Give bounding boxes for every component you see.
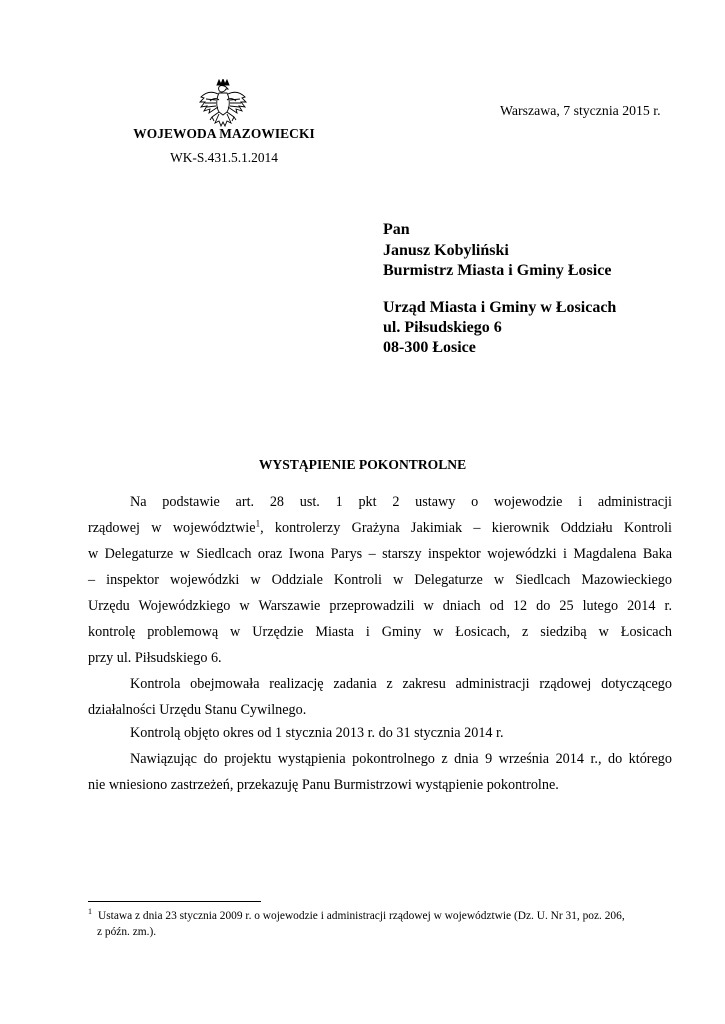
paragraph-1-line <box>88 518 672 538</box>
paragraph-1-text: rządowej w województwie <box>88 520 256 536</box>
footnote-line <box>88 908 625 924</box>
issuing-authority: WOJEWODA MAZOWIECKI <box>133 126 315 141</box>
paragraph-1-line: Na podstawie art. 28 ust. 1 pkt 2 ustawy o wojewodzie i administracji <box>130 494 672 510</box>
paragraph-4-line: Nawiązując do projektu wystąpienia pokontrolnego z dnia 9 września 2014 r., do którego <box>130 751 672 767</box>
paragraph-1-line: w Delegaturze w Siedlcach oraz Iwona Parys – starszy inspektor wojewódzki i Magdalena Baka <box>88 546 672 562</box>
document-title: WYSTĄPIENIE POKONTROLNE <box>258 457 467 472</box>
paragraph-2-line: działalności Urzędu Stanu Cywilnego. <box>88 702 307 718</box>
recipient-name: Janusz Kobyliński <box>383 242 509 259</box>
footnote-text: Ustawa z dnia 23 stycznia 2009 r. o wojewodzie i administracji rządowej w województwie (Dz. U. Nr 31, poz. 206, <box>98 910 625 922</box>
footnote-marker[interactable]: 1 <box>255 518 261 529</box>
paragraph-1-line: – inspektor wojewódzki w Oddziale Kontroli w Delegaturze w Siedlcach Mazowieckiego <box>88 572 672 588</box>
eagle-emblem-icon <box>198 79 248 131</box>
reference-number: WK-S.431.5.1.2014 <box>170 150 278 165</box>
paragraph-3: Kontrolą objęto okres od 1 stycznia 2013 r. do 31 stycznia 2014 r. <box>130 725 504 741</box>
recipient-office: Urząd Miasta i Gminy w Łosicach <box>383 299 617 316</box>
paragraph-2-line: Kontrola obejmowała realizację zadania z zakresu administracji rządowej dotyczącego <box>130 676 672 692</box>
paragraph-1-line: Urzędu Wojewódzkiego w Warszawie przeprowadzili w dniach od 12 do 25 lutego 2014 r. <box>88 598 672 614</box>
recipient-postal-code: 08-300 Łosice <box>383 339 476 356</box>
paragraph-4-line: nie wniesiono zastrzeżeń, przekazuję Panu Burmistrzowi wystąpienie pokontrolne. <box>88 777 559 793</box>
recipient-salutation: Pan <box>383 221 410 238</box>
recipient-street: ul. Piłsudskiego 6 <box>383 319 502 336</box>
recipient-position: Burmistrz Miasta i Gminy Łosice <box>383 262 612 279</box>
dateline: Warszawa, 7 stycznia 2015 r. <box>500 103 661 118</box>
paragraph-1-text: , kontrolerzy Grażyna Jakimiak – kierownik Oddziału Kontroli <box>260 520 672 536</box>
footnote-number: 1 <box>88 907 92 917</box>
paragraph-1-line: kontrolę problemową w Urzędzie Miasta i Gminy w Łosicach, z siedzibą w Łosicach <box>88 624 672 640</box>
footnote-separator <box>88 901 261 902</box>
paragraph-1-line: przy ul. Piłsudskiego 6. <box>88 650 222 666</box>
footnote-line: z późn. zm.). <box>97 926 157 938</box>
